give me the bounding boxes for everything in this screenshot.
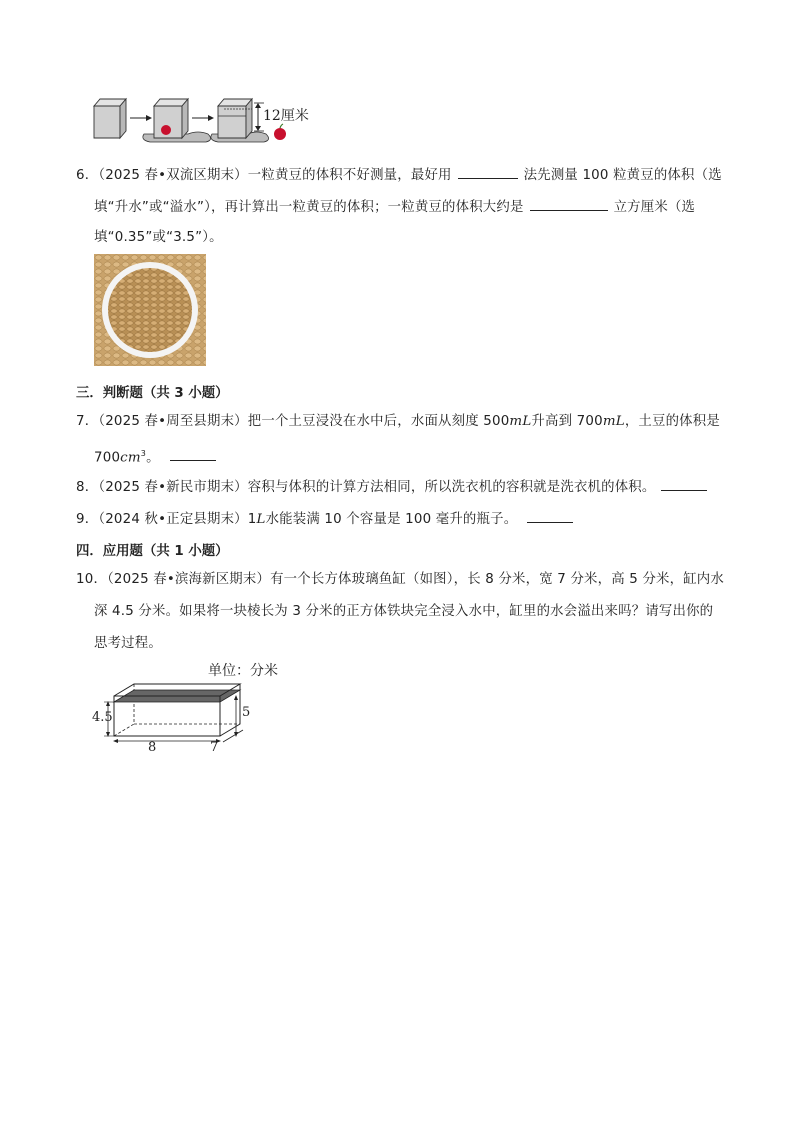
answer-blank[interactable] [530,197,608,211]
answer-blank[interactable] [458,165,518,179]
section-3-title: 三．判断题（共 3 小题） [76,386,229,401]
q10-line2: 深 4.5 分米。如果将一块棱长为 3 分米的正方体铁块完全浸入水中，缸里的水会溢出来吗？请写出你的 [94,604,714,619]
q10-line1: 10．（2025 春•滨海新区期末）有一个长方体玻璃鱼缸（如图），长 8 分米，宽 7 分米，高 5 分米，缸内水 [76,572,724,587]
tank-height-label: 5 [242,705,251,720]
tank-length-label: 8 [148,740,157,752]
cube-empty [94,99,126,138]
q7-line1: 7．（2025 春•周至县期末）把一个土豆浸没在水中后，水面从刻度 500mL升高到 700mL，土豆的体积是 [76,414,720,429]
answer-blank[interactable] [661,477,707,491]
apple-icon [161,125,171,135]
q7-line2: $700cm^3$。 [94,445,222,467]
section-4-title: 四．应用题（共 1 小题） [76,544,229,559]
tank-depth-label: 4.5 [92,710,113,725]
cube-with-apple [154,99,188,138]
fish-tank-figure [90,680,270,752]
tank-unit-label: 单位：分米 [208,663,278,679]
soybean-photo [94,254,206,366]
q6-line2: 填“升水”或“溢水”），再计算出一粒黄豆的体积；一粒黄豆的体积大约是 立方厘米（选 [94,197,695,217]
q6-line1: 6．（2025 春•双流区期末）一粒黄豆的体积不好测量，最好用 法先测量 100 粒黄豆的体积（选 [76,165,722,185]
q10-line3: 思考过程。 [94,636,162,651]
cube-apple-figure [88,94,328,146]
apple-icon [274,128,286,140]
cube-filled [218,99,252,138]
answer-blank[interactable] [170,447,216,461]
cube-height-label: 12厘米 [263,108,309,124]
q8-line: 8．（2025 春•新民市期末）容积与体积的计算方法相同，所以洗衣机的容积就是洗衣机的体积。 [76,477,713,497]
q6-line3: 填“0.35”或“3.5”）。 [94,230,223,245]
answer-blank[interactable] [527,509,573,523]
tank-width-label: 7 [210,740,219,752]
q9-line: 9．（2024 秋•正定县期末）1L水能装满 10 个容量是 100 毫升的瓶子。 [76,509,579,529]
